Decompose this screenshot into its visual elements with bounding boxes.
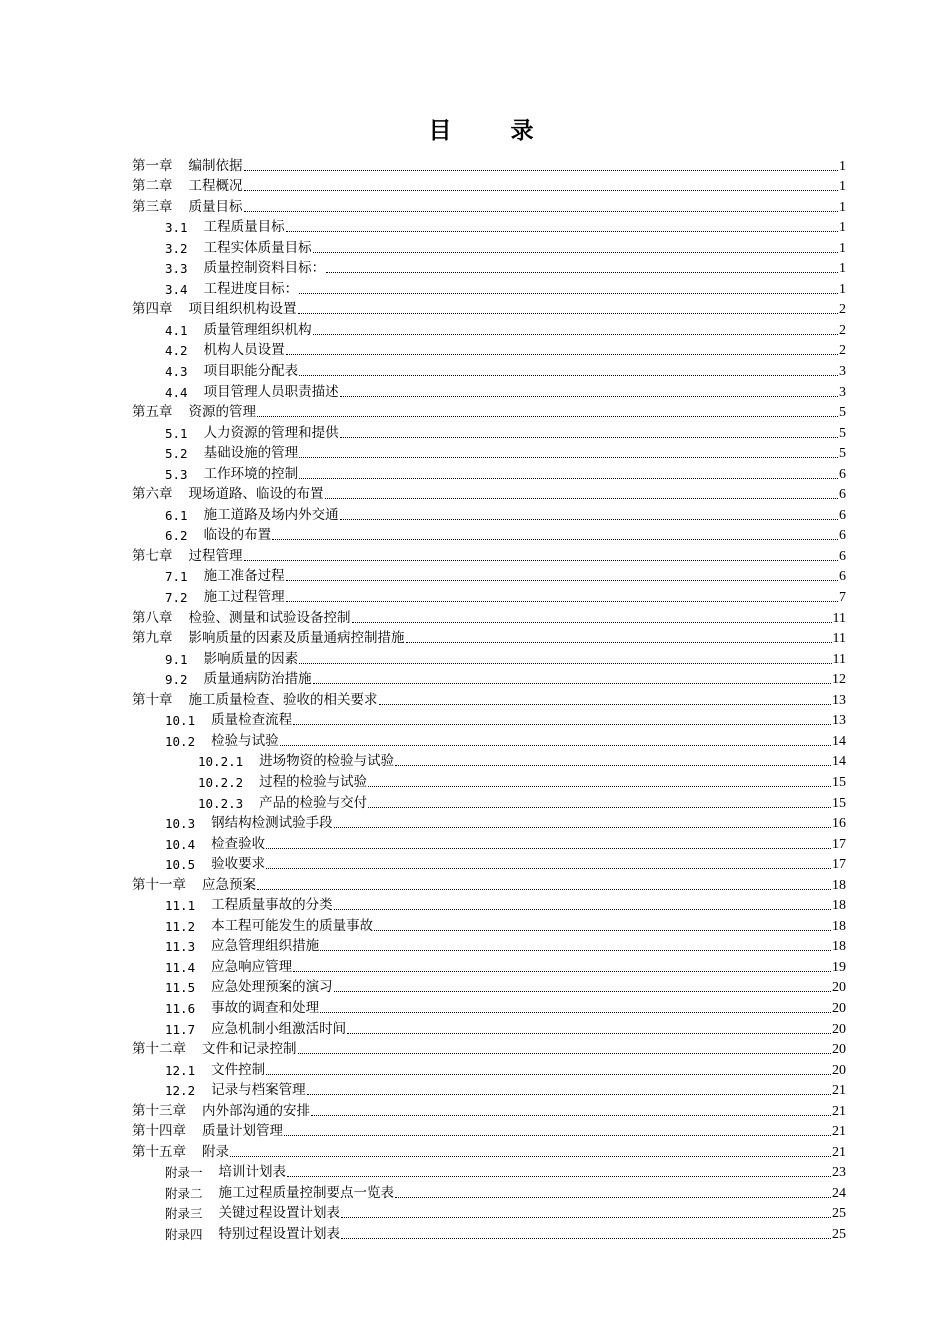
toc-dot-leader [352, 622, 832, 623]
toc-entry-number: 第六章 [132, 486, 173, 503]
toc-dot-leader [395, 1197, 831, 1198]
toc-dot-leader [340, 396, 838, 397]
toc-dot-leader [286, 580, 838, 581]
toc-entry-page: 23 [832, 1165, 846, 1181]
toc-entry-number: 4.1 [165, 322, 188, 338]
toc-dot-leader [340, 437, 838, 438]
toc-entry-page: 15 [832, 795, 846, 811]
toc-entry-page: 1 [839, 220, 846, 236]
toc-entry-label: 关键过程设置计划表 [218, 1205, 341, 1222]
toc-dot-leader [280, 745, 831, 746]
toc-entry[interactable] [132, 216, 846, 237]
toc-entry-number: 第一章 [132, 157, 173, 174]
toc-entry-label: 文件控制 [211, 1061, 266, 1078]
toc-entry-label: 特别过程设置计划表 [218, 1225, 341, 1242]
toc-entry-label: 临设的布置 [203, 527, 272, 544]
toc-dot-leader [266, 868, 831, 869]
toc-dot-leader [287, 1176, 831, 1177]
toc-entry-number: 第七章 [132, 547, 173, 564]
toc-entry-page: 6 [839, 528, 846, 544]
toc-entry-label: 质量检查流程 [211, 712, 293, 729]
toc-entry-number: 6.2 [165, 528, 188, 544]
toc-dot-leader [313, 334, 838, 335]
toc-dot-leader [244, 211, 839, 212]
table-of-contents [132, 154, 846, 1243]
toc-entry-page: 20 [832, 1042, 846, 1058]
toc-entry-label: 施工质量检查、验收的相关要求 [188, 691, 378, 708]
toc-entry-label: 记录与档案管理 [211, 1082, 306, 1099]
toc-entry-number: 第四章 [132, 301, 173, 318]
toc-entry[interactable] [132, 359, 846, 380]
toc-entry-number: 4.3 [165, 364, 188, 380]
toc-entry[interactable] [132, 1017, 846, 1038]
toc-entry-page: 6 [839, 487, 846, 503]
toc-entry-number: 第十三章 [132, 1102, 186, 1119]
toc-entry-page: 13 [832, 713, 846, 729]
toc-entry-label: 检验、测量和试验设备控制 [188, 609, 351, 626]
toc-entry[interactable] [132, 195, 846, 216]
toc-entry-label: 施工过程质量控制要点一览表 [218, 1184, 395, 1201]
toc-entry-label: 应急机制小组激活时间 [211, 1020, 347, 1037]
toc-entry-number: 10.2.1 [198, 754, 244, 770]
toc-entry-label: 施工道路及场内外交通 [203, 506, 339, 523]
toc-entry-number: 附录二 [165, 1185, 203, 1201]
toc-entry-label: 质量目标 [188, 198, 243, 215]
toc-entry[interactable] [132, 647, 846, 668]
toc-entry[interactable] [132, 257, 846, 278]
toc-entry[interactable] [132, 401, 846, 422]
toc-entry-page: 20 [832, 1021, 846, 1037]
toc-entry-page: 2 [839, 343, 846, 359]
toc-entry-label: 内外部沟通的安排 [202, 1102, 310, 1119]
toc-dot-leader [257, 416, 838, 417]
toc-entry-number: 10.2 [165, 733, 196, 749]
toc-entry-label: 应急处理预案的演习 [211, 979, 333, 996]
toc-entry-label: 应急预案 [202, 876, 256, 893]
toc-entry-page: 5 [839, 405, 846, 421]
toc-entry-label: 资源的管理 [188, 404, 256, 421]
toc-entry-number: 11.6 [165, 1000, 196, 1016]
toc-entry-number: 10.2.2 [198, 774, 244, 790]
toc-entry-label: 工程实体质量目标 [203, 239, 312, 256]
toc-entry-label: 现场道路、临设的布置 [188, 486, 324, 503]
toc-entry-number: 附录四 [165, 1226, 203, 1242]
toc-dot-leader [299, 457, 838, 458]
toc-entry-page: 11 [832, 610, 846, 626]
toc-entry-number: 11.4 [165, 959, 196, 975]
toc-dot-leader [230, 1156, 831, 1157]
toc-dot-leader [311, 1115, 831, 1116]
toc-entry[interactable] [132, 565, 846, 586]
toc-dot-leader [298, 1053, 832, 1054]
toc-entry[interactable] [132, 688, 846, 709]
toc-entry-label: 工程质量事故的分类 [211, 897, 333, 914]
toc-entry-label: 附录 [202, 1143, 229, 1160]
toc-entry[interactable] [132, 277, 846, 298]
toc-dot-leader [379, 704, 832, 705]
toc-entry-label: 施工准备过程 [203, 568, 285, 585]
toc-entry-label: 编制依据 [188, 157, 243, 174]
toc-dot-leader [368, 807, 831, 808]
toc-entry-page: 5 [839, 446, 846, 462]
toc-dot-leader [298, 313, 839, 314]
toc-dot-leader [244, 190, 839, 191]
toc-entry-page: 16 [832, 816, 846, 832]
toc-entry[interactable] [132, 154, 846, 175]
toc-entry-number: 9.1 [165, 651, 188, 667]
toc-entry-number: 10.4 [165, 836, 196, 852]
toc-entry-page: 3 [839, 384, 846, 400]
toc-entry-page: 11 [832, 631, 846, 647]
toc-entry-label: 过程管理 [188, 547, 243, 564]
toc-entry-number: 5.1 [165, 425, 188, 441]
page-title: 目 录 [428, 118, 552, 144]
toc-entry-label: 检验与试验 [211, 732, 279, 749]
toc-entry-number: 第二章 [132, 178, 173, 195]
toc-entry-page: 1 [839, 179, 846, 195]
toc-entry-page: 18 [832, 877, 846, 893]
toc-entry[interactable] [132, 812, 846, 833]
toc-entry-number: 第十一章 [132, 876, 186, 893]
toc-entry-number: 12.2 [165, 1083, 196, 1099]
toc-entry-label: 检查验收 [211, 835, 266, 852]
toc-dot-leader [293, 724, 831, 725]
toc-entry-page: 1 [839, 199, 846, 215]
toc-entry-label: 质量计划管理 [202, 1123, 283, 1140]
toc-entry-label: 工程质量目标 [203, 219, 285, 236]
toc-dot-leader [334, 827, 831, 828]
toc-entry[interactable] [132, 462, 846, 483]
toc-entry-number: 第十二章 [132, 1041, 186, 1058]
toc-entry[interactable] [132, 1222, 846, 1243]
toc-entry[interactable] [132, 1161, 846, 1182]
toc-entry-page: 1 [839, 240, 846, 256]
toc-entry-number: 7.2 [165, 590, 188, 606]
toc-entry-page: 19 [832, 959, 846, 975]
toc-entry[interactable] [132, 585, 846, 606]
toc-entry-label: 进场物资的检验与试验 [259, 753, 395, 770]
toc-entry-page: 21 [832, 1144, 846, 1160]
toc-entry-label: 影响质量的因素及质量通病控制措施 [188, 630, 405, 647]
toc-entry[interactable] [132, 729, 846, 750]
toc-entry-number: 5.3 [165, 466, 188, 482]
toc-entry[interactable] [132, 524, 846, 545]
toc-dot-leader [341, 1238, 831, 1239]
toc-entry-page: 20 [832, 1000, 846, 1016]
toc-entry[interactable] [132, 503, 846, 524]
toc-entry-label: 影响质量的因素 [203, 650, 299, 667]
toc-dot-leader [284, 1135, 831, 1136]
toc-entry-label: 工作环境的控制 [203, 465, 299, 482]
toc-entry-number: 3.2 [165, 240, 188, 256]
toc-dot-leader [266, 848, 831, 849]
toc-entry[interactable] [132, 483, 846, 504]
toc-entry-number: 11.1 [165, 898, 196, 914]
toc-entry-label: 质量管理组织机构 [203, 321, 312, 338]
toc-entry-page: 21 [832, 1103, 846, 1119]
toc-entry-label: 人力资源的管理和提供 [203, 424, 339, 441]
toc-entry[interactable] [132, 750, 846, 771]
toc-entry-page: 15 [832, 774, 846, 790]
toc-entry[interactable] [132, 976, 846, 997]
toc-entry-page: 2 [839, 302, 846, 318]
toc-entry-label: 事故的调查和处理 [211, 999, 320, 1016]
toc-dot-leader [395, 765, 831, 766]
toc-entry-number: 4.2 [165, 343, 188, 359]
toc-entry-label: 本工程可能发生的质量事故 [211, 917, 374, 934]
toc-entry-page: 7 [839, 590, 846, 606]
toc-entry-number: 第十四章 [132, 1123, 186, 1140]
toc-entry-label: 项目职能分配表 [203, 363, 299, 380]
toc-entry-page: 1 [839, 281, 846, 297]
toc-entry-page: 14 [832, 733, 846, 749]
toc-entry-page: 2 [839, 322, 846, 338]
toc-entry[interactable] [132, 421, 846, 442]
toc-dot-leader [286, 231, 838, 232]
toc-entry-label: 工程进度目标： [203, 280, 299, 297]
toc-entry-number: 第九章 [132, 630, 173, 647]
toc-entry[interactable] [132, 1181, 846, 1202]
toc-entry-page: 25 [832, 1206, 846, 1222]
toc-entry-page: 13 [832, 692, 846, 708]
toc-dot-leader [406, 642, 832, 643]
toc-entry-number: 5.2 [165, 446, 188, 462]
toc-entry[interactable] [132, 318, 846, 339]
toc-entry-label: 过程的检验与试验 [259, 773, 368, 790]
toc-entry[interactable] [132, 1058, 846, 1079]
toc-entry-number: 第八章 [132, 609, 173, 626]
toc-entry-label: 项目管理人员职责描述 [203, 383, 339, 400]
toc-dot-leader [286, 354, 838, 355]
toc-dot-leader [286, 601, 838, 602]
toc-dot-leader [293, 971, 831, 972]
toc-entry-label: 工程概况 [188, 178, 243, 195]
toc-entry[interactable] [132, 627, 846, 648]
toc-entry[interactable] [132, 339, 846, 360]
toc-entry-label: 应急管理组织措施 [211, 938, 320, 955]
toc-dot-leader [326, 272, 838, 273]
toc-dot-leader [307, 1094, 831, 1095]
toc-entry-label: 文件和记录控制 [202, 1041, 297, 1058]
toc-entry[interactable] [132, 832, 846, 853]
toc-entry-page: 3 [839, 364, 846, 380]
toc-entry-page: 6 [839, 466, 846, 482]
toc-entry-number: 10.2.3 [198, 795, 244, 811]
toc-entry-number: 第三章 [132, 198, 173, 215]
toc-entry-page: 18 [832, 939, 846, 955]
toc-entry[interactable] [132, 1079, 846, 1100]
toc-dot-leader [325, 498, 839, 499]
toc-entry-number: 11.5 [165, 980, 196, 996]
toc-dot-leader [244, 170, 839, 171]
toc-entry-number: 12.1 [165, 1062, 196, 1078]
toc-entry-page: 14 [832, 754, 846, 770]
toc-entry[interactable] [132, 853, 846, 874]
toc-entry-page: 21 [832, 1124, 846, 1140]
toc-entry[interactable] [132, 1202, 846, 1223]
toc-entry-number: 11.3 [165, 939, 196, 955]
toc-entry[interactable] [132, 709, 846, 730]
toc-entry-page: 24 [832, 1185, 846, 1201]
toc-entry-label: 基础设施的管理 [203, 445, 299, 462]
toc-entry-page: 1 [839, 261, 846, 277]
toc-entry-number: 3.3 [165, 261, 188, 277]
toc-entry-number: 第十五章 [132, 1143, 186, 1160]
toc-entry-number: 3.1 [165, 220, 188, 236]
toc-entry-page: 12 [832, 672, 846, 688]
toc-entry-page: 17 [832, 836, 846, 852]
toc-entry[interactable] [132, 380, 846, 401]
toc-entry-page: 25 [832, 1226, 846, 1242]
toc-entry-number: 3.4 [165, 281, 188, 297]
toc-entry-number: 附录三 [165, 1206, 203, 1222]
toc-entry-label: 产品的检验与交付 [259, 794, 368, 811]
toc-entry-label: 项目组织机构设置 [188, 301, 297, 318]
toc-entry-page: 20 [832, 1062, 846, 1078]
toc-entry-number: 10.1 [165, 713, 196, 729]
toc-entry[interactable] [132, 544, 846, 565]
toc-dot-leader [299, 375, 838, 376]
toc-entry-number: 10.3 [165, 816, 196, 832]
toc-entry-page: 18 [832, 918, 846, 934]
toc-entry[interactable] [132, 770, 846, 791]
toc-entry-label: 培训计划表 [218, 1164, 287, 1181]
toc-entry[interactable] [132, 996, 846, 1017]
toc-dot-leader [313, 683, 831, 684]
toc-entry-number: 6.1 [165, 507, 188, 523]
toc-entry-number: 11.2 [165, 918, 196, 934]
toc-dot-leader [320, 950, 831, 951]
toc-entry[interactable] [132, 298, 846, 319]
toc-entry[interactable] [132, 1038, 846, 1059]
toc-entry[interactable] [132, 914, 846, 935]
toc-entry-page: 21 [832, 1083, 846, 1099]
toc-dot-leader [272, 539, 838, 540]
toc-dot-leader [334, 909, 831, 910]
toc-entry-number: 4.4 [165, 384, 188, 400]
toc-entry-number: 第十章 [132, 691, 173, 708]
toc-entry-number: 7.1 [165, 569, 188, 585]
toc-dot-leader [257, 889, 831, 890]
toc-entry-page: 11 [832, 651, 846, 667]
toc-entry-page: 17 [832, 857, 846, 873]
toc-dot-leader [299, 478, 838, 479]
toc-entry-page: 6 [839, 548, 846, 564]
toc-dot-leader [320, 1012, 831, 1013]
toc-dot-leader [340, 519, 838, 520]
toc-entry[interactable] [132, 1120, 846, 1141]
toc-entry-label: 钢结构检测试验手段 [211, 815, 333, 832]
toc-entry[interactable] [132, 935, 846, 956]
toc-entry-page: 6 [839, 569, 846, 585]
toc-dot-leader [299, 293, 838, 294]
toc-entry[interactable] [132, 442, 846, 463]
toc-entry[interactable] [132, 236, 846, 257]
toc-entry[interactable] [132, 606, 846, 627]
toc-dot-leader [374, 930, 831, 931]
toc-entry-number: 10.5 [165, 857, 196, 873]
toc-entry[interactable] [132, 668, 846, 689]
toc-dot-leader [341, 1217, 831, 1218]
toc-entry-label: 机构人员设置 [203, 342, 285, 359]
toc-entry-label: 验收要求 [211, 856, 266, 873]
toc-entry-label: 应急响应管理 [211, 958, 293, 975]
toc-entry-page: 6 [839, 507, 846, 523]
toc-dot-leader [244, 560, 839, 561]
toc-entry-page: 20 [832, 980, 846, 996]
toc-entry-label: 质量控制资料目标： [203, 260, 326, 277]
toc-dot-leader [368, 786, 831, 787]
toc-dot-leader [334, 991, 831, 992]
toc-entry[interactable] [132, 894, 846, 915]
toc-entry-label: 施工过程管理 [203, 589, 285, 606]
toc-dot-leader [299, 663, 831, 664]
toc-entry-page: 18 [832, 898, 846, 914]
toc-entry-number: 11.7 [165, 1021, 196, 1037]
toc-entry-page: 1 [839, 158, 846, 174]
toc-entry-number: 第五章 [132, 404, 173, 421]
toc-entry[interactable] [132, 873, 846, 894]
toc-dot-leader [266, 1074, 831, 1075]
toc-dot-leader [347, 1033, 831, 1034]
toc-entry-number: 9.2 [165, 672, 188, 688]
toc-entry-page: 5 [839, 425, 846, 441]
toc-entry[interactable] [132, 1099, 846, 1120]
toc-entry-label: 质量通病防治措施 [203, 671, 312, 688]
toc-entry[interactable] [132, 791, 846, 812]
toc-entry[interactable] [132, 1140, 846, 1161]
toc-entry-number: 附录一 [165, 1165, 203, 1181]
toc-dot-leader [313, 252, 838, 253]
toc-entry[interactable] [132, 955, 846, 976]
toc-entry[interactable] [132, 175, 846, 196]
